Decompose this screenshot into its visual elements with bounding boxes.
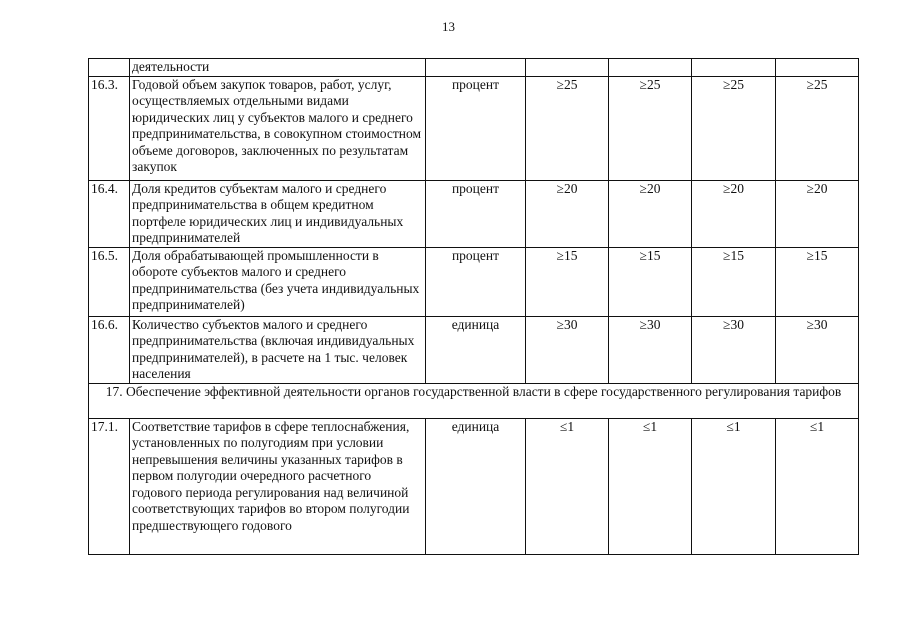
value-cell: ≥30 bbox=[776, 316, 859, 383]
indicator-name: деятельности bbox=[130, 59, 426, 77]
table-row bbox=[89, 247, 859, 316]
value-cell: ≥30 bbox=[609, 316, 692, 383]
unit-cell: процент bbox=[426, 180, 526, 247]
table-row bbox=[89, 59, 859, 77]
value-cell: ≥20 bbox=[609, 180, 692, 247]
value-cell: ≥15 bbox=[526, 247, 609, 316]
indicator-name: Годовой объем закупок товаров, работ, услуг, осуществляемых отдельными видами юридических лиц у субъектов малого и среднего предпринимательства, в совокупном стоимостном объеме договоров, заключенных по результатам закупок bbox=[130, 76, 426, 180]
value-cell: ≥25 bbox=[692, 76, 776, 180]
value-cell bbox=[776, 59, 859, 77]
row-number: 17.1. bbox=[89, 418, 130, 554]
value-cell: ≥30 bbox=[526, 316, 609, 383]
value-cell: ≥20 bbox=[692, 180, 776, 247]
value-cell: ≥15 bbox=[776, 247, 859, 316]
value-cell bbox=[609, 59, 692, 77]
value-cell: ≥15 bbox=[609, 247, 692, 316]
value-cell: ≤1 bbox=[526, 418, 609, 554]
indicators-table bbox=[88, 58, 859, 555]
value-cell: ≥25 bbox=[776, 76, 859, 180]
row-number: 16.3. bbox=[89, 76, 130, 180]
unit-cell: процент bbox=[426, 247, 526, 316]
table-row bbox=[89, 76, 859, 180]
indicator-name: Количество субъектов малого и среднего предпринимательства (включая индивидуальных предпринимателей), в расчете на 1 тыс. человек населения bbox=[130, 316, 426, 383]
row-number: 16.6. bbox=[89, 316, 130, 383]
value-cell: ≥20 bbox=[776, 180, 859, 247]
row-number: 16.5. bbox=[89, 247, 130, 316]
unit-cell: единица bbox=[426, 316, 526, 383]
unit-cell: процент bbox=[426, 76, 526, 180]
value-cell: ≥25 bbox=[609, 76, 692, 180]
value-cell: ≤1 bbox=[776, 418, 859, 554]
row-number bbox=[89, 59, 130, 77]
unit-cell: единица bbox=[426, 418, 526, 554]
value-cell bbox=[526, 59, 609, 77]
value-cell: ≥20 bbox=[526, 180, 609, 247]
table-row bbox=[89, 180, 859, 247]
section-title: 17. Обеспечение эффективной деятельности органов государственной власти в сфере государственного регулирования тарифов bbox=[89, 383, 859, 418]
indicator-name: Соответствие тарифов в сфере теплоснабжения, установленных по полугодиям при условии непревышения величины указанных тарифов в первом полугодии очередного расчетного годового периода регулирования над величиной соответствующих тарифов во втором полугодии предшествующего годового bbox=[130, 418, 426, 554]
table-row bbox=[89, 418, 859, 554]
value-cell: ≤1 bbox=[609, 418, 692, 554]
row-number: 16.4. bbox=[89, 180, 130, 247]
page-number: 13 bbox=[442, 19, 455, 34]
indicator-name: Доля кредитов субъектам малого и среднего предпринимательства в общем кредитном портфеле юридических лиц и индивидуальных предпринимателей bbox=[130, 180, 426, 247]
value-cell bbox=[692, 59, 776, 77]
value-cell: ≤1 bbox=[692, 418, 776, 554]
table-row bbox=[89, 316, 859, 383]
value-cell: ≥25 bbox=[526, 76, 609, 180]
value-cell: ≥15 bbox=[692, 247, 776, 316]
section-header-row bbox=[89, 383, 859, 418]
unit-cell bbox=[426, 59, 526, 77]
indicator-name: Доля обрабатывающей промышленности в обороте субъектов малого и среднего предпринимательства (без учета индивидуальных предпринимателей) bbox=[130, 247, 426, 316]
value-cell: ≥30 bbox=[692, 316, 776, 383]
